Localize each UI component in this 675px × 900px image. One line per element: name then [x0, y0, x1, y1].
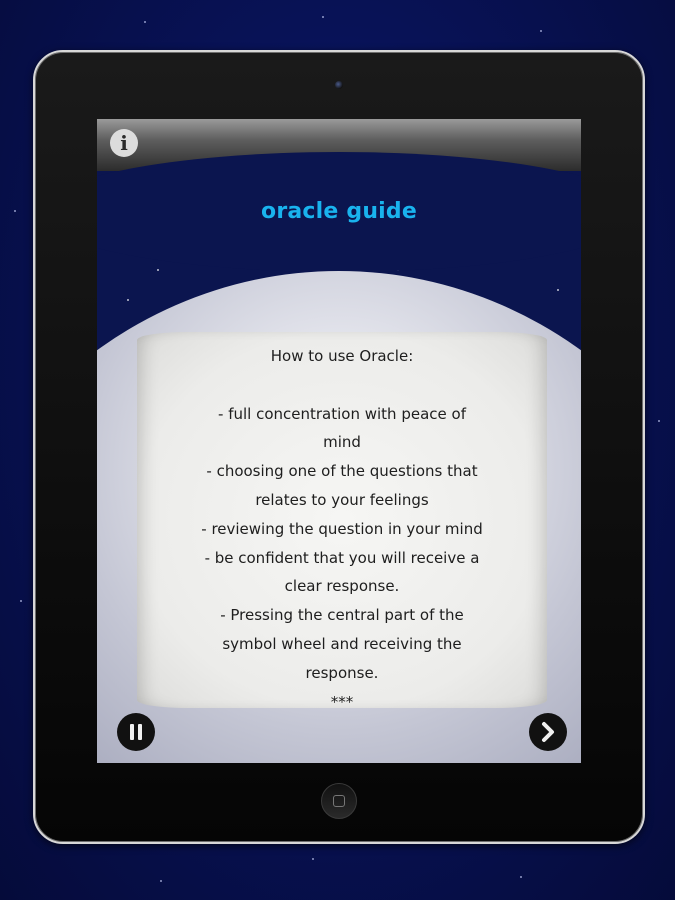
home-button[interactable]	[321, 783, 357, 819]
background-star	[658, 420, 660, 422]
app-screen	[97, 119, 581, 763]
instruction-line: clear response.	[284, 577, 400, 596]
pause-button[interactable]	[117, 713, 155, 751]
sky-star	[127, 299, 129, 301]
instruction-line: - choosing one of the questions that	[206, 462, 478, 481]
instruction-line: response.	[305, 663, 379, 682]
info-icon[interactable]: i	[110, 129, 138, 157]
background-star	[312, 858, 314, 860]
tablet-device	[33, 50, 645, 844]
instruction-line: mind	[323, 433, 361, 452]
home-square-icon	[333, 795, 345, 807]
chevron-right-icon	[529, 713, 567, 751]
instructions-heading: How to use Oracle:	[270, 347, 414, 365]
background-star	[20, 600, 22, 602]
sky-star	[157, 269, 159, 271]
instruction-line: - be confident that you will receive a	[204, 548, 480, 567]
instructions-panel	[137, 332, 547, 711]
background-star	[14, 210, 16, 212]
instruction-line: symbol wheel and receiving the	[222, 634, 462, 653]
instruction-line: - full concentration with peace of	[218, 404, 466, 423]
page-title: oracle guide	[261, 199, 417, 224]
next-button[interactable]	[529, 713, 567, 751]
sky-star	[557, 289, 559, 291]
background-star	[540, 30, 542, 32]
top-bar	[97, 119, 581, 171]
background-star	[160, 880, 162, 882]
background-star	[144, 21, 146, 23]
instruction-line: - Pressing the central part of the	[220, 606, 464, 625]
blank-line	[155, 371, 529, 400]
background-star	[520, 876, 522, 878]
camera-icon	[335, 81, 343, 89]
background-star	[322, 16, 324, 18]
instruction-line: ***	[330, 692, 354, 711]
instructions-text	[155, 342, 529, 716]
instruction-line: - reviewing the question in your mind	[201, 519, 483, 538]
instruction-line: relates to your feelings	[255, 490, 429, 509]
